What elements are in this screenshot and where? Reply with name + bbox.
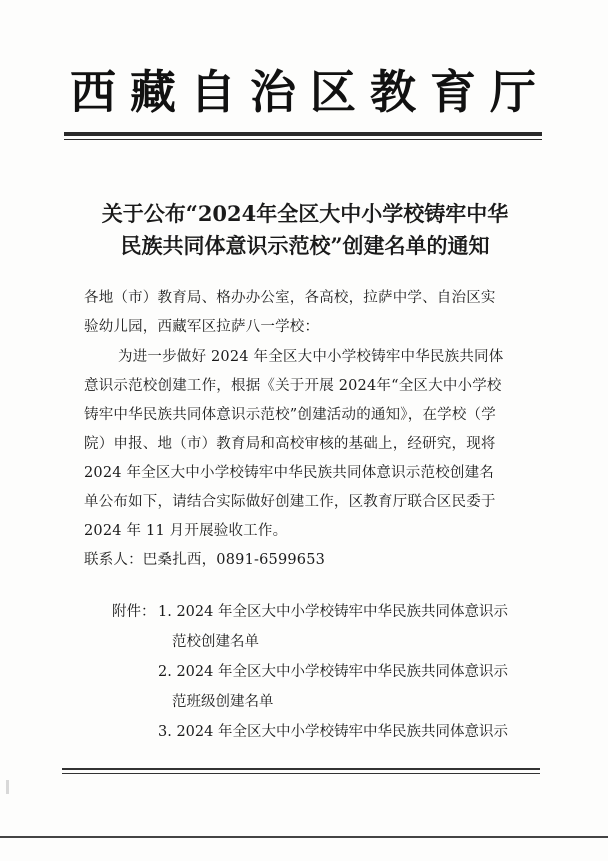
body-line-3: 铸牢中华民族共同体意识示范校”创建活动的通知》，在学校（学 xyxy=(84,407,496,423)
body-line-2: 意识示范校创建工作，根据《关于开展 2024年“全区大中小学校 xyxy=(84,378,502,394)
scan-artifact xyxy=(6,780,9,794)
body-line-6: 单公布如下，请结合实际做好创建工作，区教育厅联合区民委于 xyxy=(84,494,496,510)
recipients-line-2: 验幼儿园，西藏军区拉萨八一学校： xyxy=(84,319,320,335)
attachment-item-1-line-2: 范校创建名单 xyxy=(172,634,259,650)
scan-page-edge xyxy=(0,836,608,838)
contact-line: 联系人：巴桑扎西，0891-6599653 xyxy=(84,552,326,568)
document-title-line-2: 民族共同体意识示范校”创建名单的通知 xyxy=(120,233,490,258)
attachment-item-1-line-1: 1. 2024 年全区大中小学校铸牢中华民族共同体意识示 xyxy=(158,604,508,620)
attachments-label: 附件： xyxy=(112,604,156,620)
footer-rule-thick xyxy=(62,768,540,770)
body-line-7: 2024 年 11 月开展验收工作。 xyxy=(84,523,288,539)
attachment-item-2-line-2: 范班级创建名单 xyxy=(172,694,274,710)
letterhead-rule-thin xyxy=(64,139,542,140)
body-line-4: 院）申报、地（市）教育局和高校审核的基础上，经研究，现将 xyxy=(84,436,496,452)
document-title-line-1: 关于公布“2024年全区大中小学校铸牢中华 xyxy=(101,201,509,226)
letterhead-rule-thick xyxy=(64,132,542,136)
attachment-item-3-line-1: 3. 2024 年全区大中小学校铸牢中华民族共同体意识示 xyxy=(158,724,508,740)
body-line-1: 为进一步做好 2024 年全区大中小学校铸牢中华民族共同体 xyxy=(118,349,504,365)
letterhead-org-name: 西藏自治区教育厅 xyxy=(70,65,550,119)
body-line-5: 2024 年全区大中小学校铸牢中华民族共同体意识示范校创建名 xyxy=(84,465,495,481)
recipients-line-1: 各地（市）教育局、格办办公室，各高校，拉萨中学、自治区实 xyxy=(84,290,496,306)
footer-rule-thin xyxy=(62,773,540,774)
attachment-item-2-line-1: 2. 2024 年全区大中小学校铸牢中华民族共同体意识示 xyxy=(158,664,508,680)
